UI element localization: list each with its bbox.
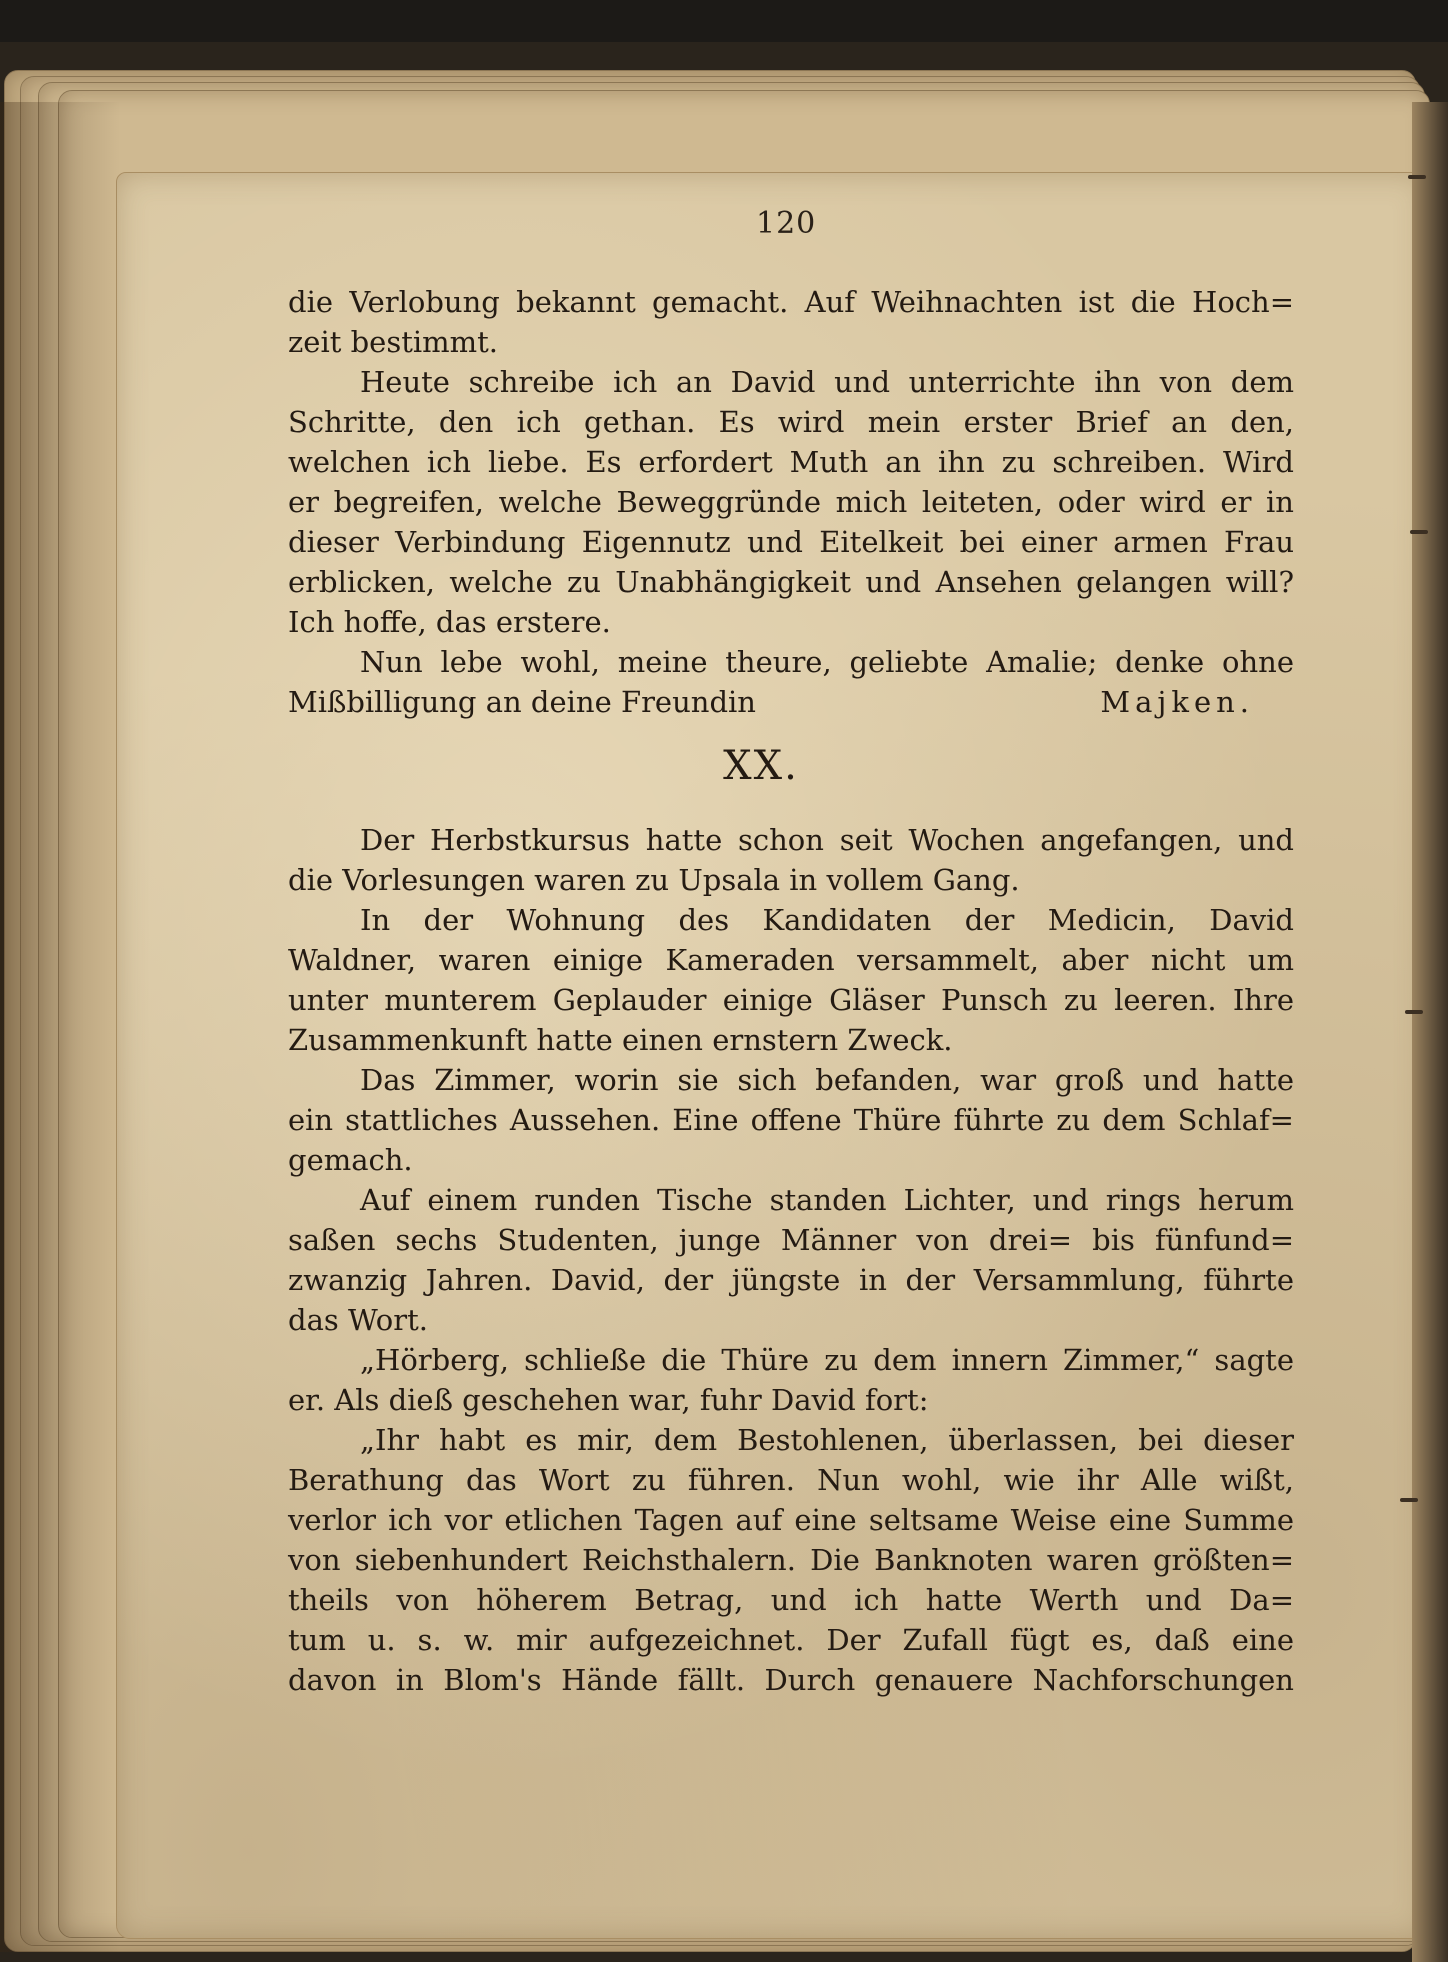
text-line: tum u. s. w. mir aufgezeichnet. Der Zufall fügt es, daß eine (288, 1623, 1294, 1657)
text-line: Mißbilligung an deine Freundin (288, 685, 756, 719)
text-line: er. Als dieß geschehen war, fuhr David fort: (288, 1383, 929, 1417)
text-line: Auf einem runden Tische standen Lichter, und rings herum (360, 1183, 1294, 1217)
signature: Majken. (1100, 685, 1254, 719)
closing-line (288, 682, 1294, 722)
book-right-edge (1412, 102, 1448, 1962)
text-line: unter munterem Geplauder einige Gläser Punsch zu leeren. Ihre (288, 983, 1294, 1017)
text-line: das Wort. (288, 1303, 428, 1337)
text-line: Waldner, waren einige Kameraden versammelt, aber nicht um (288, 943, 1294, 977)
text-line: die Verlobung bekannt gemacht. Auf Weihnachten ist die Hoch= (288, 285, 1294, 319)
text-line: saßen sechs Studenten, junge Männer von drei= bis fünfund= (288, 1223, 1294, 1257)
text-line: welchen ich liebe. Es erfordert Muth an ihn zu schreiben. Wird (288, 445, 1294, 479)
text-line: die Vorlesungen waren zu Upsala in vollem Gang. (288, 863, 1020, 897)
text-line: ein stattliches Aussehen. Eine offene Thüre führte zu dem Schlaf= (288, 1103, 1294, 1137)
text-line: Ich hoffe, das erstere. (288, 605, 611, 639)
margin-mark (1408, 175, 1426, 179)
text-line: Das Zimmer, worin sie sich befanden, war groß und hatte (360, 1063, 1294, 1097)
text-line: „Ihr habt es mir, dem Bestohlenen, überlassen, bei dieser (360, 1423, 1294, 1457)
text-line: verlor ich vor etlichen Tagen auf eine seltsame Weise eine Summe (288, 1503, 1294, 1537)
text-line: er begreifen, welche Beweggründe mich leiteten, oder wird er in (288, 485, 1294, 519)
text-line: Zusammenkunft hatte einen ernstern Zweck. (288, 1023, 953, 1057)
text-line: Der Herbstkursus hatte schon seit Wochen angefangen, und (360, 823, 1294, 857)
text-line: In der Wohnung des Kandidaten der Medicin, David (360, 903, 1294, 937)
text-line: Nun lebe wohl, meine theure, geliebte Amalie; denke ohne (360, 645, 1294, 679)
text-line: Heute schreibe ich an David und unterrichte ihn von dem (360, 365, 1294, 399)
text-line: davon in Blom's Hände fällt. Durch genauere Nachforschungen (288, 1663, 1294, 1697)
page-number: 120 (756, 206, 817, 241)
text-line: Schritte, den ich gethan. Es wird mein erster Brief an den, (288, 405, 1294, 439)
text-line: Berathung das Wort zu führen. Nun wohl, wie ihr Alle wißt, (288, 1463, 1294, 1497)
text-line: theils von höherem Betrag, und ich hatte Werth und Da= (288, 1583, 1294, 1617)
margin-mark (1400, 1498, 1418, 1502)
margin-mark (1410, 530, 1428, 534)
text-line: gemach. (288, 1143, 413, 1177)
text-line: von siebenhundert Reichsthalern. Die Banknoten waren größten= (288, 1543, 1294, 1577)
text-line: dieser Verbindung Eigennutz und Eitelkeit bei einer armen Frau (288, 525, 1294, 559)
page-text (288, 282, 1294, 1700)
text-line: zwanzig Jahren. David, der jüngste in der Versammlung, führte (288, 1263, 1294, 1297)
margin-mark (1405, 1010, 1423, 1014)
chapter-heading: XX. (723, 743, 799, 789)
text-line: „Hörberg, schließe die Thüre zu dem innern Zimmer,“ sagte (360, 1343, 1294, 1377)
text-line: erblicken, welche zu Unabhängigkeit und Ansehen gelangen will? (288, 565, 1294, 599)
text-line: zeit bestimmt. (288, 325, 498, 359)
